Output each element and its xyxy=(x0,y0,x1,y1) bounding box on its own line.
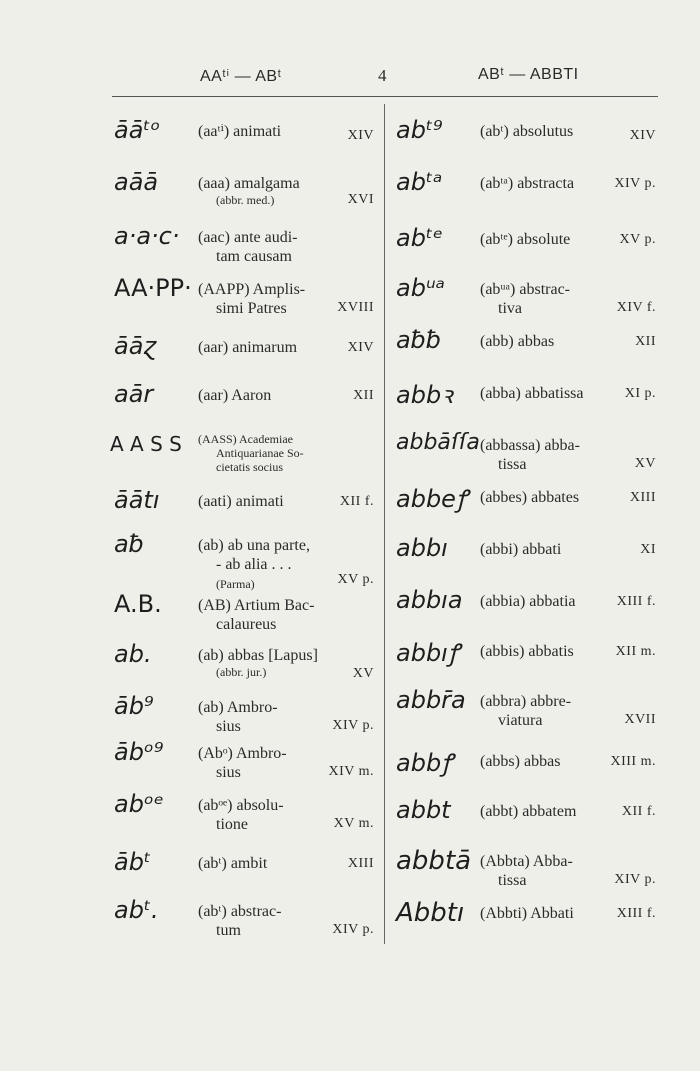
abbreviation-glyph: abbr̄a xyxy=(396,686,466,714)
century-date: XIV xyxy=(347,340,374,355)
definition-line: (abbi) abbati xyxy=(480,541,562,558)
column-divider xyxy=(384,104,385,944)
page-header xyxy=(0,66,700,90)
definition-line: (aaᵗⁱ) animati xyxy=(198,123,282,140)
definition-line: (aati) animati xyxy=(198,493,284,510)
definition-line: sius xyxy=(216,718,241,735)
definition-line: - ab alia . . . xyxy=(216,556,292,573)
abbreviation-glyph: aƀ xyxy=(114,530,144,558)
definition-note: (abbr. jur.) xyxy=(216,665,267,679)
century-date: XVI xyxy=(347,192,374,207)
header-left-range: AAᵗⁱ — ABᵗ xyxy=(200,68,282,85)
definition-line: viatura xyxy=(498,712,543,729)
definition-line: (AB) Artium Bac- xyxy=(198,597,315,614)
header-right-range: ABᵗ — ABBTI xyxy=(478,66,579,83)
century-date: XII xyxy=(635,334,656,349)
abbreviation-glyph: abbꝭ xyxy=(396,749,453,777)
century-date: XIV p. xyxy=(332,718,374,733)
abbreviation-glyph: āb⁹ xyxy=(114,692,154,720)
definition-line: (aar) Aaron xyxy=(198,387,272,404)
century-date: XIII f. xyxy=(616,906,656,921)
definition-line: (AAPP) Amplis- xyxy=(198,281,306,298)
definition-note: (abbr. med.) xyxy=(216,193,275,207)
century-date: XII f. xyxy=(621,804,656,819)
definition-line: tum xyxy=(216,922,241,939)
century-date: XII xyxy=(353,388,374,403)
page-number: 4 xyxy=(378,66,387,85)
header-rule xyxy=(112,96,658,97)
abbreviation-glyph: abᵗ. xyxy=(114,896,159,924)
century-date: XI p. xyxy=(624,386,656,401)
definition-line: (ab) ab una parte, xyxy=(198,537,310,554)
century-date: XIV p. xyxy=(614,872,656,887)
abbreviation-glyph: abbt xyxy=(396,796,451,824)
definition-line: simi Patres xyxy=(216,300,287,317)
century-date: XIII f. xyxy=(616,594,656,609)
definition-note: (Parma) xyxy=(216,577,255,591)
definition-line: (abᵗ) abstrac- xyxy=(198,903,282,920)
abbreviation-glyph: abbı xyxy=(396,534,448,562)
definition-line: (ab) Ambro- xyxy=(198,699,278,716)
century-date: XIV f. xyxy=(616,300,656,315)
abbreviation-glyph: ābᵒ⁹ xyxy=(114,738,164,766)
abbreviation-glyph: āāɀ xyxy=(114,332,157,360)
definition-line: (abᵗ) absolutus xyxy=(480,123,574,140)
abbreviation-glyph: āāᵗᵒ xyxy=(114,116,161,144)
century-date: XV p. xyxy=(619,232,656,247)
century-date: XIV p. xyxy=(614,176,656,191)
definition-line: (ab) abbas [Lapus] xyxy=(198,647,318,664)
definition-line: tiva xyxy=(498,300,522,317)
century-date: XIII m. xyxy=(610,754,656,769)
definition-line: Antiquarianae So- xyxy=(216,446,304,460)
century-date: XV m. xyxy=(333,816,374,831)
definition xyxy=(198,646,374,679)
definition-line: calaureus xyxy=(216,616,277,633)
abbreviation-glyph: A.B. xyxy=(114,590,162,618)
century-date: XIII xyxy=(347,856,374,871)
definition-line: (Abᵒ) Ambro- xyxy=(198,745,287,762)
abbreviation-glyph: A A S S xyxy=(110,432,182,456)
abbreviation-glyph: aāā xyxy=(114,168,159,196)
definition-line: (Abbta) Abba- xyxy=(480,853,573,870)
abbreviation-glyph: abᵗᵉ xyxy=(396,224,444,252)
abbreviation-glyph: abᵒᵉ xyxy=(114,790,164,818)
definition-line: (aaa) amalgama xyxy=(198,175,300,192)
abbreviation-glyph: abbtā xyxy=(396,846,472,876)
abbreviation-glyph: aār xyxy=(114,380,154,408)
abbreviation-glyph: abbeꝭ xyxy=(396,485,468,513)
definition-line: (abbassa) abba- xyxy=(480,437,580,454)
abbreviation-glyph: AA·PP· xyxy=(114,274,192,302)
definition-line: tione xyxy=(216,816,248,833)
definition-line: (abᵗᵉ) absolute xyxy=(480,231,571,248)
abbreviation-glyph: abbıa xyxy=(396,586,463,614)
abbreviation-glyph: ab. xyxy=(114,640,152,668)
abbreviation-glyph: ābᵗ xyxy=(114,848,152,876)
definition-line: (abba) abbatissa xyxy=(480,385,584,402)
definition-line: sius xyxy=(216,764,241,781)
definition-line: (aar) animarum xyxy=(198,339,298,356)
abbreviation-glyph: abbıꝭ xyxy=(396,639,460,667)
definition xyxy=(198,432,374,474)
definition-line: (abᵗ) ambit xyxy=(198,855,268,872)
century-date: XVII xyxy=(624,712,656,727)
definition-line: (abᵒᵉ) absolu- xyxy=(198,797,284,814)
abbreviation-glyph: abbāſſa xyxy=(396,430,480,455)
definition-line: tam causam xyxy=(216,248,292,265)
abbreviation-glyph: abᵘᵃ xyxy=(396,274,446,302)
century-date: XII m. xyxy=(615,644,656,659)
definition xyxy=(480,436,658,474)
definition xyxy=(480,540,658,559)
definition-line: (AASS) Academiae xyxy=(198,432,293,446)
definition-line: tissa xyxy=(498,456,527,473)
definition xyxy=(198,228,374,266)
abbreviation-glyph: abbꝛ xyxy=(396,381,453,409)
definition xyxy=(480,332,658,351)
century-date: XI xyxy=(640,542,656,557)
century-date: XIV m. xyxy=(328,764,374,779)
century-date: XV xyxy=(634,456,656,471)
definition-line: (abᵘᵃ) abstrac- xyxy=(480,281,571,298)
century-date: XIV xyxy=(629,128,656,143)
definition xyxy=(198,386,374,405)
abbreviation-glyph: abᵗᵃ xyxy=(396,168,443,196)
century-date: XVIII xyxy=(337,300,374,315)
definition-line: (abbes) abbates xyxy=(480,489,580,506)
abbreviation-glyph: aƀƀ xyxy=(396,326,442,354)
definition-line: (abᵗᵃ) abstracta xyxy=(480,175,575,192)
definition-line: (aac) ante audi- xyxy=(198,229,298,246)
definition-line: (abb) abbas xyxy=(480,333,555,350)
century-date: XIII xyxy=(629,490,656,505)
abbreviation-glyph: Abbtı xyxy=(396,898,465,928)
century-date: XIV p. xyxy=(332,922,374,937)
definition-line: (abbs) abbas xyxy=(480,753,561,770)
abbreviation-glyph: a·a·c· xyxy=(114,222,180,250)
definition-line: cietatis socius xyxy=(216,460,283,474)
century-date: XV xyxy=(352,666,374,681)
definition-line: tissa xyxy=(498,872,527,889)
definition-line: (abbia) abbatia xyxy=(480,593,576,610)
definition-line: (abbra) abbre- xyxy=(480,693,572,710)
definition xyxy=(198,596,374,634)
abbreviation-glyph: āātı xyxy=(114,486,160,514)
definition-line: (abbt) abbatem xyxy=(480,803,577,820)
century-date: XII f. xyxy=(339,494,374,509)
definition-line: (Abbti) Abbati xyxy=(480,905,574,922)
century-date: XV p. xyxy=(337,572,374,587)
definition-line: (abbis) abbatis xyxy=(480,643,574,660)
century-date: XIV xyxy=(347,128,374,143)
abbreviation-glyph: abᵗ⁹ xyxy=(396,116,443,144)
